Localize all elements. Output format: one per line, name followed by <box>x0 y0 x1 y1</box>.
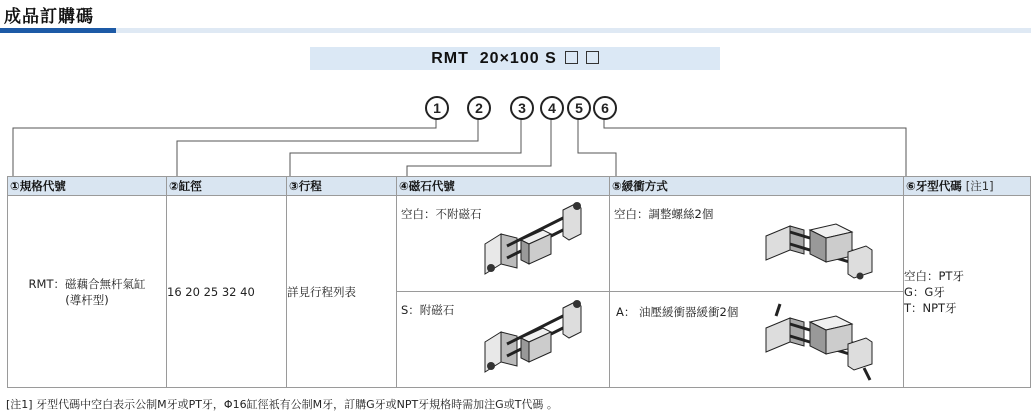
bore-cell: 16 20 25 32 40 <box>167 196 287 388</box>
header-thread-label: ⑥牙型代碼 <box>906 179 962 193</box>
cushion-blank-row <box>610 196 903 291</box>
header-stroke: ③行程 <box>287 177 397 196</box>
cylinder-illustration-screw <box>760 206 878 286</box>
cushion-blank-label: 空白：調整螺絲2個 <box>614 207 714 221</box>
code-x: × <box>499 50 510 67</box>
code-magnet: S <box>545 50 557 67</box>
header-bore: ②缸徑 <box>167 177 287 196</box>
marker-5: 5 <box>567 96 591 120</box>
magnet-none-row <box>397 196 609 291</box>
header-note: [注1] <box>965 179 994 193</box>
marker-6: 6 <box>593 96 617 120</box>
thread-blank: 空白：PT牙 <box>904 268 964 283</box>
cylinder-illustration-magnet <box>477 296 595 384</box>
code-size: 20 <box>479 50 500 67</box>
spec-line-1: RMT：磁藕合無杆氣缸 <box>28 276 146 291</box>
cushion-a-label: A： 油壓緩衝器緩衝2個 <box>616 305 739 319</box>
cushion-cell <box>610 196 904 388</box>
header-thread <box>904 177 1031 196</box>
magnet-s-row <box>397 291 609 387</box>
cylinder-illustration-shock-absorber <box>760 296 878 384</box>
marker-4: 4 <box>540 96 564 120</box>
thread-cell <box>904 196 1031 388</box>
page-title: 成品訂購碼 <box>4 7 94 27</box>
stroke-cell: 詳見行程列表 <box>287 196 397 388</box>
marker-1: 1 <box>425 96 449 120</box>
thread-t: T：NPT牙 <box>904 300 957 315</box>
header-cushion: ⑤緩衝方式 <box>610 177 904 196</box>
spec-cell <box>8 196 167 388</box>
marker-3: 3 <box>510 96 534 120</box>
marker-2: 2 <box>467 96 491 120</box>
code-stroke: 100 <box>509 50 540 67</box>
header-spec: ①規格代號 <box>8 177 167 196</box>
thread-g: G：G牙 <box>904 284 945 299</box>
code-model: RMT <box>431 50 469 67</box>
spec-line-2: (導杆型) <box>65 292 109 307</box>
magnet-none-label: 空白：不附磁石 <box>401 207 482 221</box>
header-magnet: ④磁石代號 <box>397 177 610 196</box>
order-code-table <box>7 176 1031 388</box>
magnet-s-label: S：附磁石 <box>401 303 455 317</box>
cylinder-illustration-no-magnet <box>477 202 595 286</box>
cushion-a-row <box>610 291 903 387</box>
magnet-cell <box>397 196 610 388</box>
footnote: [注1] 牙型代碼中空白表示公制M牙或PT牙，Φ16缸徑祇有公制M牙，訂購G牙或NPT牙規格時需加注G或T代碼 。 <box>6 398 558 411</box>
